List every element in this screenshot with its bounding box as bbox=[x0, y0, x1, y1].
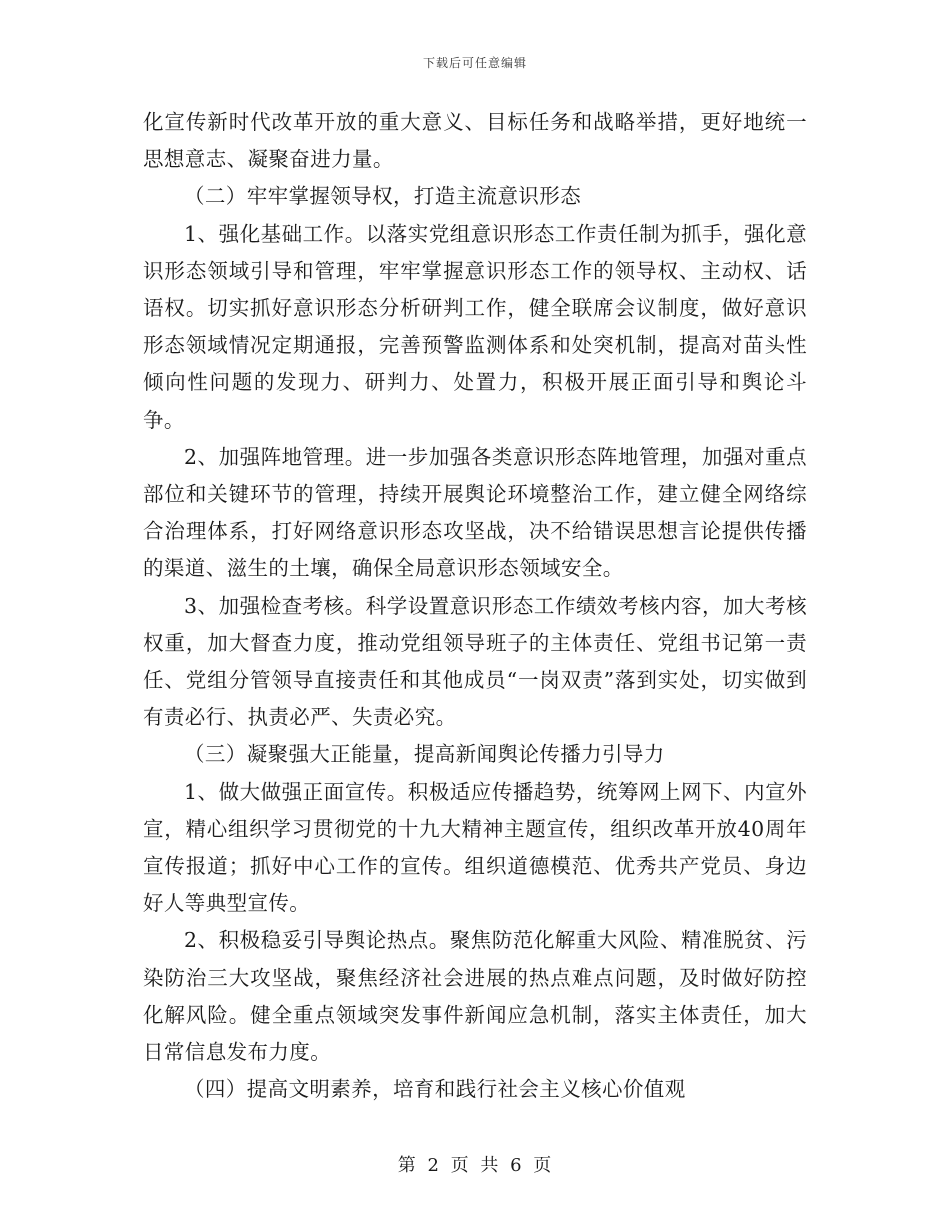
page-number-footer: 第 2 页 共 6 页 bbox=[397, 1155, 553, 1176]
paragraph-position-management: 2、加强阵地管理。进一步加强各类意识形态阵地管理，加强对重点部位和关键环节的管理，持续开展舆论环境整治工作，建立健全网络综合治理体系，打好网络意识形态攻坚战，决不给错误思想言论提供传播的渠道、滋生的土壤，确保全局意识形态领域安全。 bbox=[143, 444, 807, 581]
document-body bbox=[143, 104, 807, 1108]
section-heading-3: （三）凝聚强大正能量，提高新闻舆论传播力引导力 bbox=[184, 742, 665, 767]
paragraph-strengthen-foundation: 1、强化基础工作。以落实党组意识形态工作责任制为抓手，强化意识形态领域引导和管理，牢牢掌握意识形态工作的领导权、主动权、话语权。切实抓好意识形态分析研判工作，健全联席会议制度，做好意识形态领域情况定期通报，完善预警监测体系和处突机制，提高对苗头性倾向性问题的发现力、研判力、处置力，积极开展正面引导和舆论斗争。 bbox=[143, 221, 807, 432]
section-heading-4: （四）提高文明素养，培育和践行社会主义核心价值观 bbox=[184, 1077, 686, 1102]
paragraph-guide-hotspots: 2、积极稳妥引导舆论热点。聚焦防范化解重大风险、精准脱贫、污染防治三大攻坚战，聚焦经济社会进展的热点难点问题，及时做好防控化解风险。健全重点领域突发事件新闻应急机制，落实主体责任，加大日常信息发布力度。 bbox=[143, 928, 807, 1065]
page-header: 下载后可任意编辑 bbox=[422, 56, 527, 70]
paragraph-continuation: 化宣传新时代改革开放的重大意义、目标任务和战略举措，更好地统一思想意志、凝聚奋进力量。 bbox=[143, 110, 807, 172]
section-heading-2: （二）牢牢掌握领导权，打造主流意识形态 bbox=[184, 184, 582, 209]
paragraph-inspection-assessment: 3、加强检查考核。科学设置意识形态工作绩效考核内容，加大考核权重，加大督查力度，推动党组领导班子的主体责任、党组书记第一责任、党组分管领导直接责任和其他成员“一岗双责”落到实处，切实做到有责必行、执责必严、失责必究。 bbox=[143, 593, 807, 730]
paragraph-positive-publicity: 1、做大做强正面宣传。积极适应传播趋势，统筹网上网下、内宣外宣，精心组织学习贯彻党的十九大精神主题宣传，组织改革开放40周年宣传报道；抓好中心工作的宣传。组织道德模范、优秀共产党员、身边好人等典型宣传。 bbox=[143, 779, 807, 916]
